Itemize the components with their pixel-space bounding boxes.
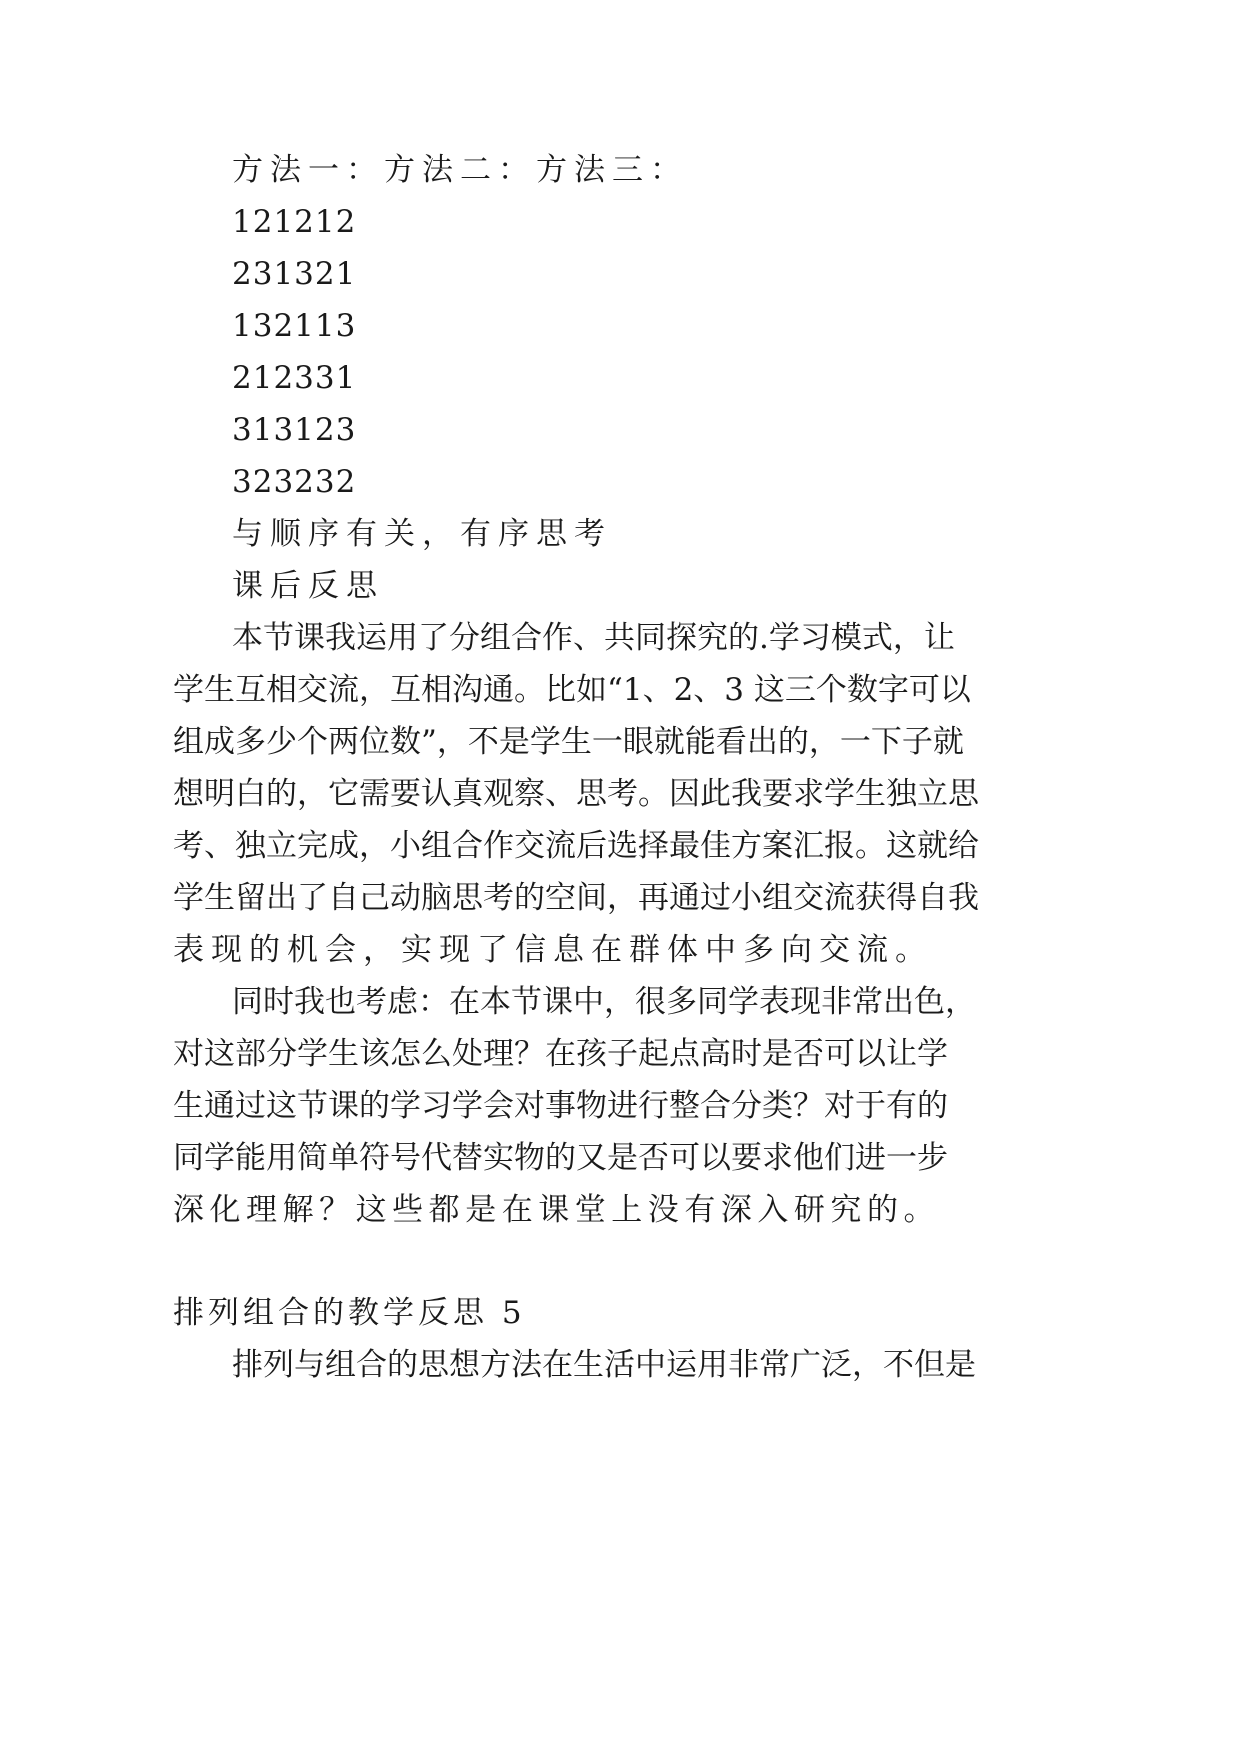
number-row: 132113 bbox=[232, 308, 357, 344]
order-note: 与顺序有关，有序思考 bbox=[232, 516, 612, 552]
paragraph-line: 学生留出了自己动脑思考的空间，再通过小组交流获得自我 bbox=[173, 880, 979, 916]
number-row: 323232 bbox=[232, 464, 357, 500]
reflection-title: 课后反思 bbox=[232, 568, 384, 604]
paragraph-line: 本节课我运用了分组合作、共同探究的.学习模式，让 bbox=[232, 620, 955, 656]
number-row: 231321 bbox=[232, 256, 357, 292]
paragraph-line: 同学能用简单符号代替实物的又是否可以要求他们进一步 bbox=[173, 1140, 948, 1176]
methods-header: 方法一：方法二：方法三： bbox=[232, 152, 688, 188]
paragraph-line: 组成多少个两位数”，不是学生一眼就能看出的，一下子就 bbox=[173, 724, 964, 760]
number-row: 212331 bbox=[232, 360, 357, 396]
paragraph-line: 表现的机会，实现了信息在群体中多向交流。 bbox=[173, 932, 933, 968]
paragraph-line: 排列与组合的思想方法在生活中运用非常广泛，不但是 bbox=[232, 1347, 976, 1383]
paragraph-line: 深化理解？这些都是在课堂上没有深入研究的。 bbox=[173, 1192, 940, 1228]
paragraph-line: 学生互相交流，互相沟通。比如“1、2、3 这三个数字可以 bbox=[173, 672, 971, 708]
paragraph-line: 考、独立完成，小组合作交流后选择最佳方案汇报。这就给 bbox=[173, 828, 979, 864]
paragraph-line: 生通过这节课的学习学会对事物进行整合分类？对于有的 bbox=[173, 1088, 948, 1124]
number-row: 121212 bbox=[232, 204, 357, 240]
number-row: 313123 bbox=[232, 412, 357, 448]
section-title: 排列组合的教学反思 5 bbox=[173, 1295, 526, 1331]
paragraph-line: 同时我也考虑：在本节课中，很多同学表现非常出色， bbox=[232, 984, 976, 1020]
paragraph-line: 对这部分学生该怎么处理？在孩子起点高时是否可以让学 bbox=[173, 1036, 948, 1072]
paragraph-line: 想明白的，它需要认真观察、思考。因此我要求学生独立思 bbox=[173, 776, 979, 812]
